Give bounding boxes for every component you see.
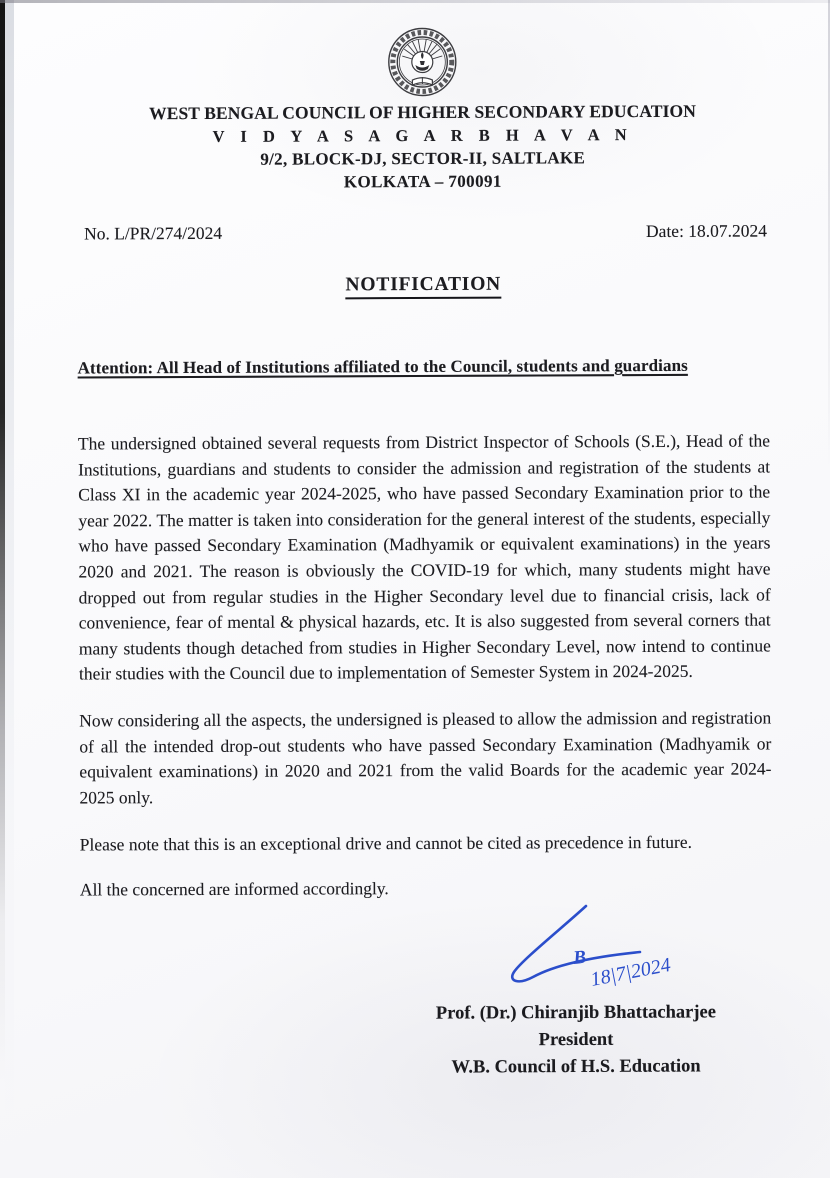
signature-initial: B [572, 946, 588, 969]
letter-content [76, 0, 772, 903]
org-name: WEST BENGAL COUNCIL OF HIGHER SECONDARY EDUCATION [149, 100, 697, 124]
scan-edge-left-shadow [5, 0, 14, 1178]
attention-line: Attention: All Head of Institutions affiliated to the Council, students and guardians [77, 355, 688, 378]
signatory-block [385, 999, 767, 1082]
paragraph-1: The undersigned obtained several requests from District Inspector of Schools (S.E.), Head of the Institutions, guardians and students to consider the admission and registration of the students at Class XI in the academic year 2024-2025, who have passed Secondary Examination prior to the year 2022. The matter is taken into consideration for the general interest of the students, especially who have passed Secondary Examination (Madhyamik or equivalent examinations) in the years 2020 and 2021. The reason is obviously the COVID-19 for which, many students might have dropped out from regular studies in the Higher Secondary level due to financial crisis, lack of convenience, fear of mental & physical hazards, etc. It is also suggested from several corners that many students though detached from studies in Higher Secondary Level, now intend to continue their studies with the Council due to implementation of Semester System in 2024-2025. [77, 430, 771, 684]
signatory-org: W.B. Council of H.S. Education [451, 1056, 701, 1078]
signatory-name: Prof. (Dr.) Chiranjib Bhattacharjee [435, 1002, 716, 1024]
paragraph-3: Please note that this is an exceptional drive and cannot be cited as precedence in future. [79, 832, 693, 855]
org-address: 9/2, BLOCK-DJ, SECTOR-II, SALTLAKE [260, 148, 586, 169]
title-wrap [77, 272, 769, 300]
handwritten-signature [500, 898, 730, 998]
paragraph-2: Now considering all the aspects, the undersigned is pleased to allow the admission and registration of all the intended drop-out students who have passed Secondary Examination (Madhyamik or equivalent examinations) in 2020 and 2021 from the valid Boards for the academic year 2024-2025 only. [79, 707, 772, 808]
letter-date: Date: 18.07.2024 [645, 220, 768, 242]
org-city: KOLKATA – 700091 [343, 171, 502, 192]
org-building: V I D Y A S A G A R B H A V A N [212, 125, 633, 146]
reference-row [77, 219, 769, 244]
council-seal-icon [385, 25, 459, 99]
paragraph-4: All the concerned are informed accordingly. [79, 878, 389, 900]
signatory-title: President [538, 1029, 614, 1051]
signature-date: 18|7|2024 [588, 953, 673, 991]
reference-number: No. L/PR/274/2024 [84, 222, 223, 244]
page-title: NOTIFICATION [345, 274, 501, 300]
